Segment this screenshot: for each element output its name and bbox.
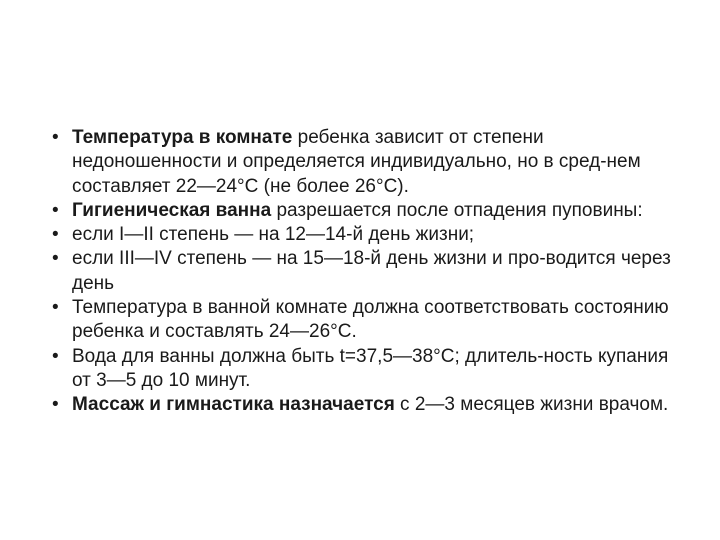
bullet-item-degree-3-4 <box>50 247 690 296</box>
bullet-bold-text: Температура в комнате <box>72 127 293 148</box>
bullet-item-bath-water <box>50 345 690 394</box>
bullet-item-massage-gymnastics <box>50 393 690 417</box>
bullet-dot-icon: • <box>52 224 59 246</box>
bullet-bold-text: Гигиеническая ванна <box>72 199 272 221</box>
bullet-text: Температура в ванной комнате должна соответствовать состоянию ребенка и составлять 24—26°С. <box>72 297 669 343</box>
bullet-text: если III—IV степень — на 15—18-й день жизни и про-водится через день <box>72 248 671 294</box>
bullet-text: Вода для ванны должна быть t=37,5—38°С; длитель-ность купания от 3—5 до 10 минут. <box>72 345 669 391</box>
bullet-item-bathroom-temperature <box>50 296 690 345</box>
bullet-text: ребенка зависит от степени недоношенности и определяется индивидуально, но в сред-нем составляет 22—24°С (не более 26°С). <box>72 127 641 197</box>
bullet-dot-icon: • <box>52 297 59 319</box>
bullet-text: разрешается после отпадения пуповины: <box>271 199 643 221</box>
bullet-text: с 2—3 месяцев жизни врачом. <box>394 394 669 416</box>
bullet-dot-icon: • <box>52 127 59 148</box>
bullet-dot-icon: • <box>52 394 59 416</box>
bullet-item-degree-1-2 <box>50 223 690 247</box>
bullet-text: если I—II степень — на 12—14-й день жизни; <box>72 224 475 246</box>
bullet-bold-text: Массаж и гимнастика назначается <box>72 394 395 416</box>
bullet-item-hygienic-bath <box>50 199 690 223</box>
bullet-list <box>50 126 690 418</box>
bullet-dot-icon: • <box>52 345 59 367</box>
bullet-item-room-temperature <box>50 126 690 199</box>
bullet-dot-icon: • <box>52 199 59 221</box>
slide-content <box>50 126 690 418</box>
bullet-dot-icon: • <box>52 248 59 270</box>
